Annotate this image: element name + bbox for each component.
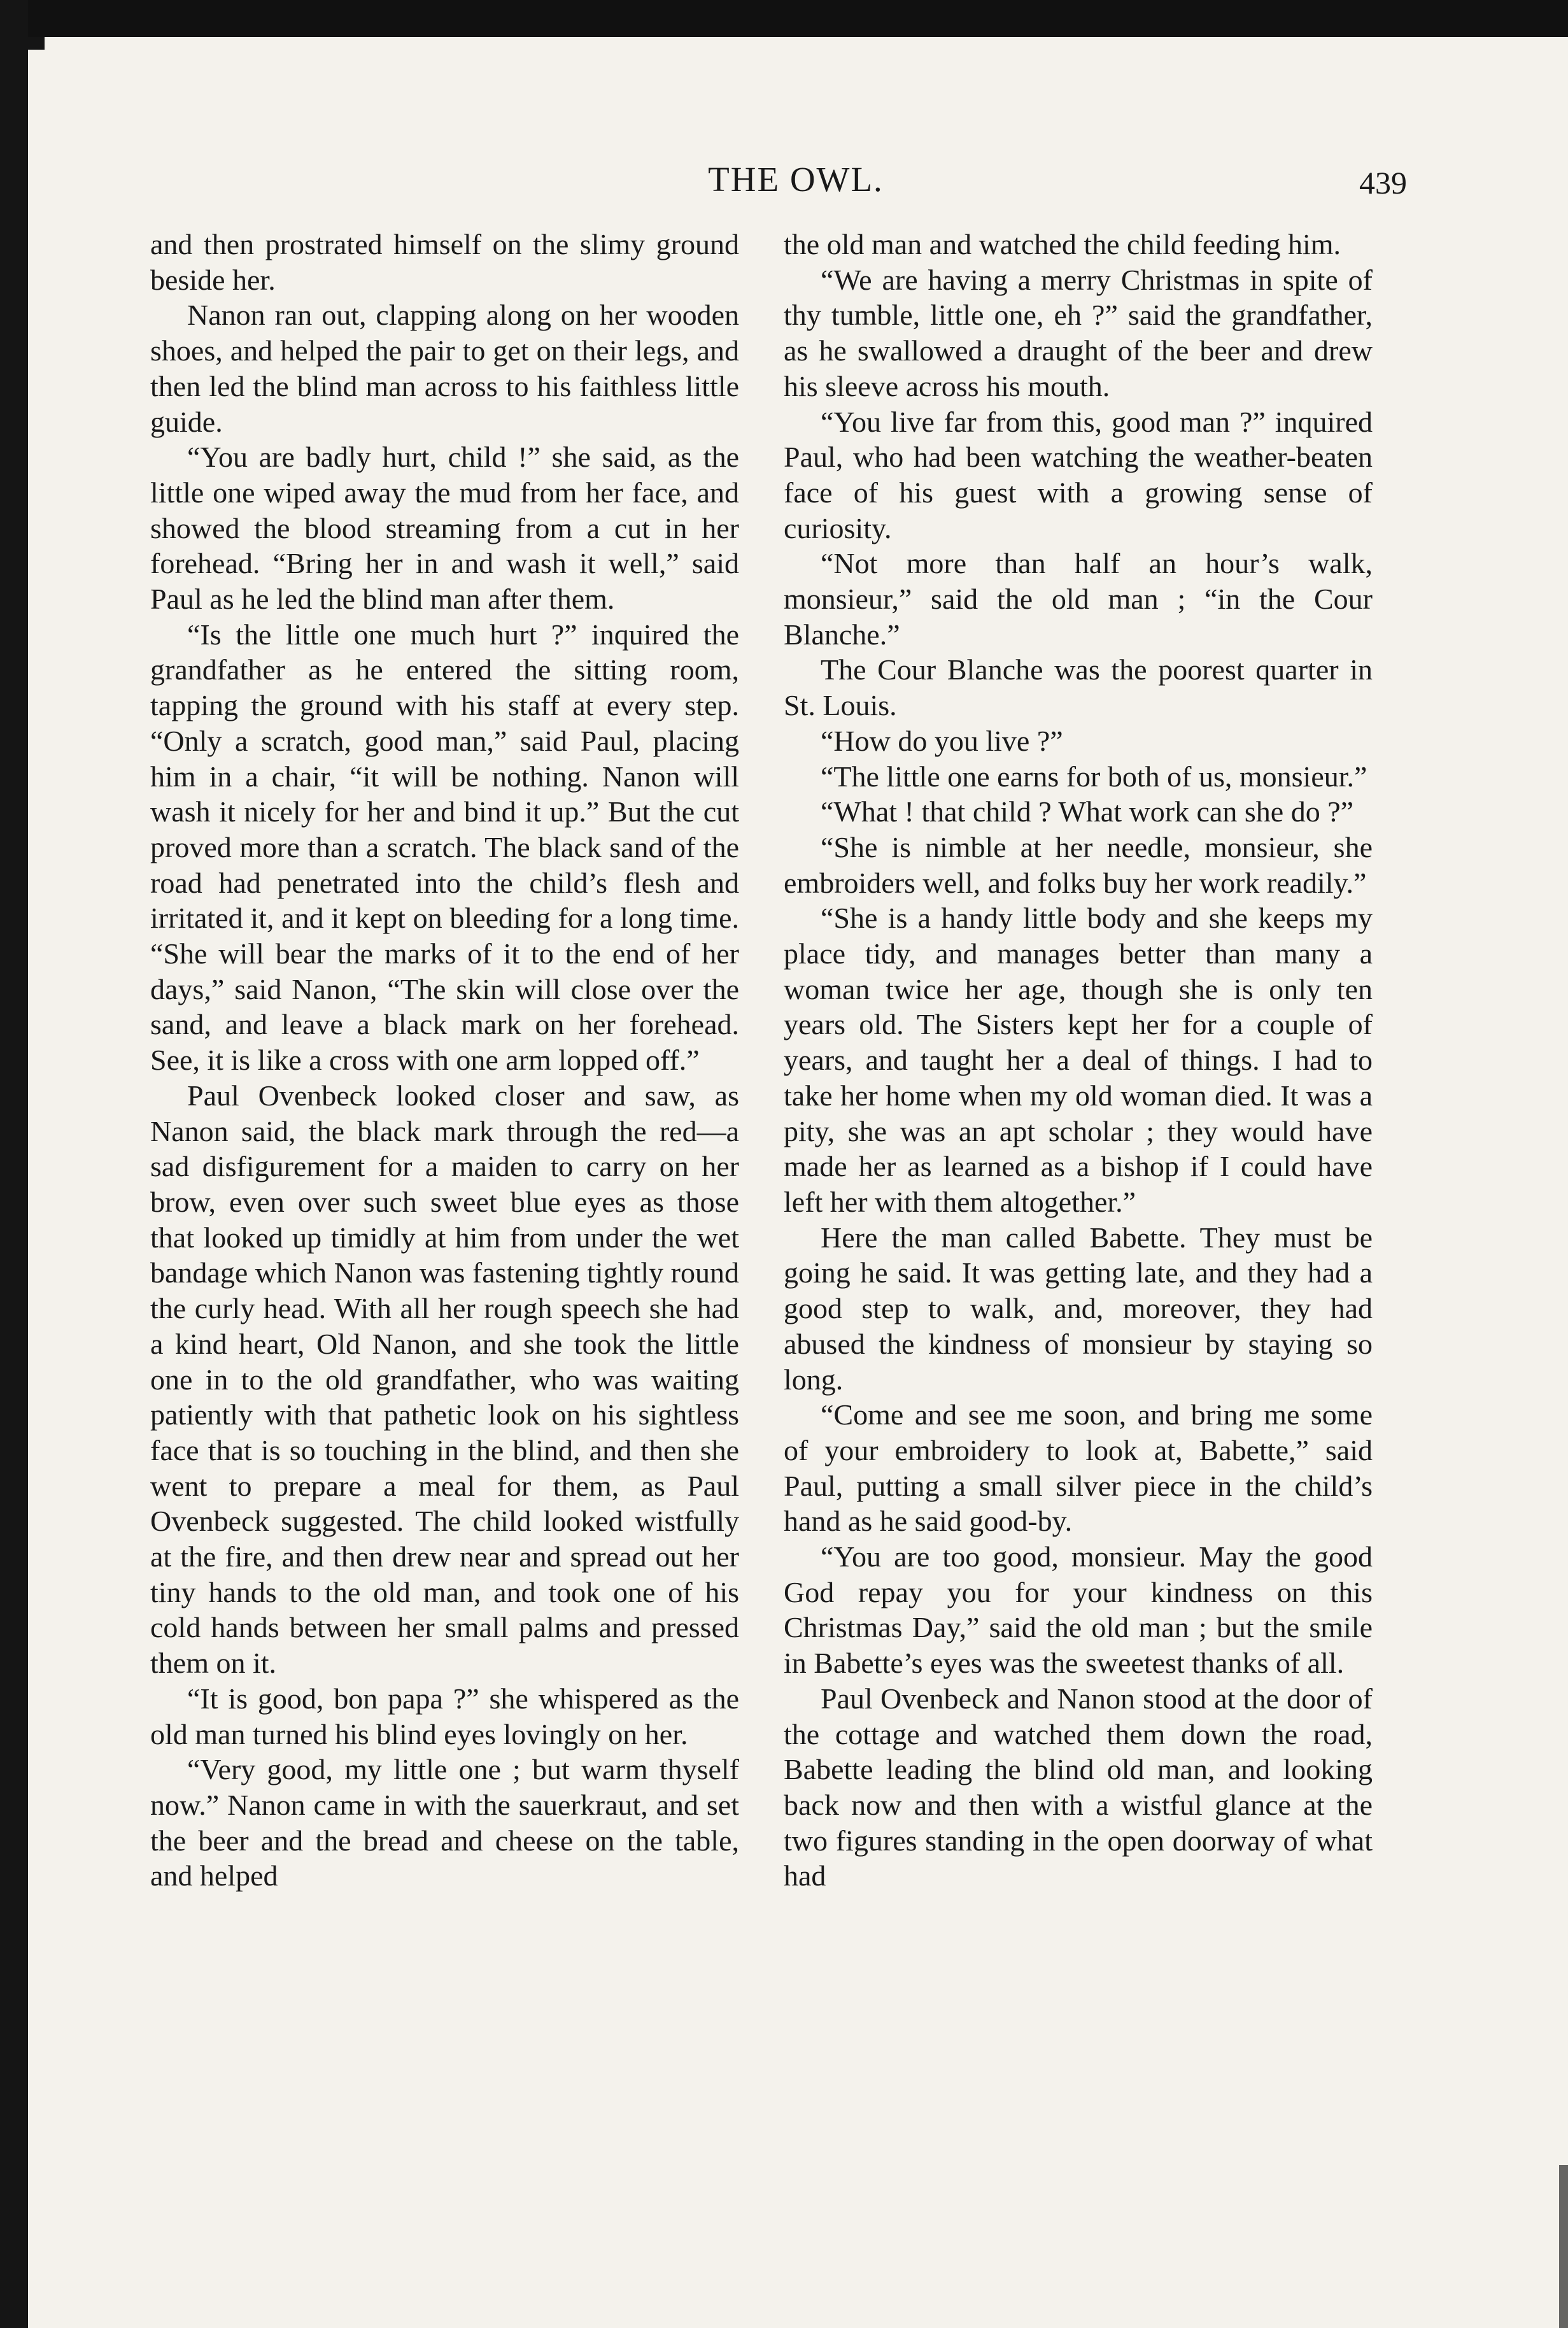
paragraph: “Come and see me soon, and bring me some of your embroidery to look at, Babette,” said Paul, putting a small silver piece in the child’s hand as he said good-by. (784, 1398, 1373, 1538)
paragraph: “She is nimble at her needle, monsieur, she embroiders well, and folks buy her work readily.” (784, 830, 1373, 899)
scan-top-border (0, 0, 1568, 37)
paragraph: “She is a handy little body and she keeps my place tidy, and manages better than many a woman twice her age, though she is only ten years old. The Sisters kept her for a couple of years, and taught her a deal of things. I had to take her home when my old woman died. It was a pity, she was an apt scholar ; they would have made her as learned as a bishop if I could have left her with them altogether.” (784, 902, 1373, 1218)
paragraph: Nanon ran out, clapping along on her wooden shoes, and helped the pair to get on their legs, and then led the blind man across to his faithless little guide. (150, 299, 739, 438)
scan-right-edge (1559, 2165, 1568, 2328)
scan-corner-mark (28, 37, 45, 50)
paragraph: “It is good, bon papa ?” she whispered as the old man turned his blind eyes lovingly on her. (150, 1682, 739, 1750)
paragraph: the old man and watched the child feeding him. (784, 228, 1341, 260)
running-title: THE OWL. (708, 160, 884, 199)
paragraph: “You are too good, monsieur. May the good God repay you for your kindness on this Christmas Day,” said the old man ; but the smile in Babette’s eyes was the sweetest thanks of all. (784, 1540, 1373, 1680)
paragraph: Here the man called Babette. They must be going he said. It was getting late, and they had a good step to walk, and, moreover, they had abused the kindness of monsieur by staying so long. (784, 1221, 1373, 1396)
paragraph: “Is the little one much hurt ?” inquired the grandfather as he entered the sitting room, tapping the ground with his staff at every step. “Only a scratch, good man,” said Paul, placing him in a chair, “it will be nothing. Nanon will wash it nicely for her and bind it up.” But the cut proved more than a scratch. The black sand of the road had penetrated into the child’s flesh and irritated it, and it kept on bleeding for a long time. “She will bear the marks of it to the end of her days,” said Nanon, “The skin will close over the sand, and leave a black mark on her forehead. See, it is like a cross with one arm lopped off.” (150, 618, 739, 1077)
paragraph: and then prostrated himself on the slimy ground beside her. (150, 228, 739, 296)
paragraph: “You are badly hurt, child !” she said, as the little one wiped away the mud from her face, and showed the blood streaming from a cut in her forehead. “Bring her in and wash it well,” said Paul as he led the blind man after them. (150, 441, 739, 616)
scan-left-border (0, 0, 28, 2328)
paragraph: “How do you live ?” (821, 724, 1063, 757)
paragraph: “What ! that child ? What work can she do ?” (821, 795, 1354, 828)
page-number: 439 (1359, 165, 1407, 201)
left-column (150, 227, 739, 1894)
paragraph: Paul Ovenbeck looked closer and saw, as Nanon said, the black mark through the red—a sad disfigurement for a maiden to carry on her brow, even over such sweet blue eyes as those that looked up timidly at him from under the wet bandage which Nanon was fastening tightly round the curly head. With all her rough speech she had a kind heart, Old Nanon, and she took the little one in to the old grandfather, who was waiting patiently with that pathetic look on his sightless face that is so touching in the blind, and then she went to prepare a meal for them, as Paul Ovenbeck suggested. The child looked wistfully at the fire, and then drew near and spread out her tiny hands to the old man, and took one of his cold hands between her small palms and pressed them on it. (150, 1079, 739, 1680)
paragraph: “Very good, my little one ; but warm thyself now.” Nanon came in with the sauerkraut, and set the beer and the bread and cheese on the table, and helped (150, 1753, 739, 1892)
right-column (784, 227, 1373, 1894)
paragraph: “The little one earns for both of us, monsieur.” (821, 760, 1367, 793)
paragraph: The Cour Blanche was the poorest quarter in St. Louis. (784, 653, 1373, 722)
paragraph: “You live far from this, good man ?” inquired Paul, who had been watching the weather-beaten face of his guest with a growing sense of curiosity. (784, 405, 1373, 544)
paragraph: “Not more than half an hour’s walk, monsieur,” said the old man ; “in the Cour Blanche.” (784, 547, 1373, 651)
paragraph: “We are having a merry Christmas in spite of thy tumble, little one, eh ?” said the grandfather, as he swallowed a draught of the beer and drew his sleeve across his mouth. (784, 263, 1373, 402)
paragraph: Paul Ovenbeck and Nanon stood at the door of the cottage and watched them down the road, Babette leading the blind old man, and looking back now and then with a wistful glance at the two figures standing in the open doorway of what had (784, 1682, 1373, 1892)
